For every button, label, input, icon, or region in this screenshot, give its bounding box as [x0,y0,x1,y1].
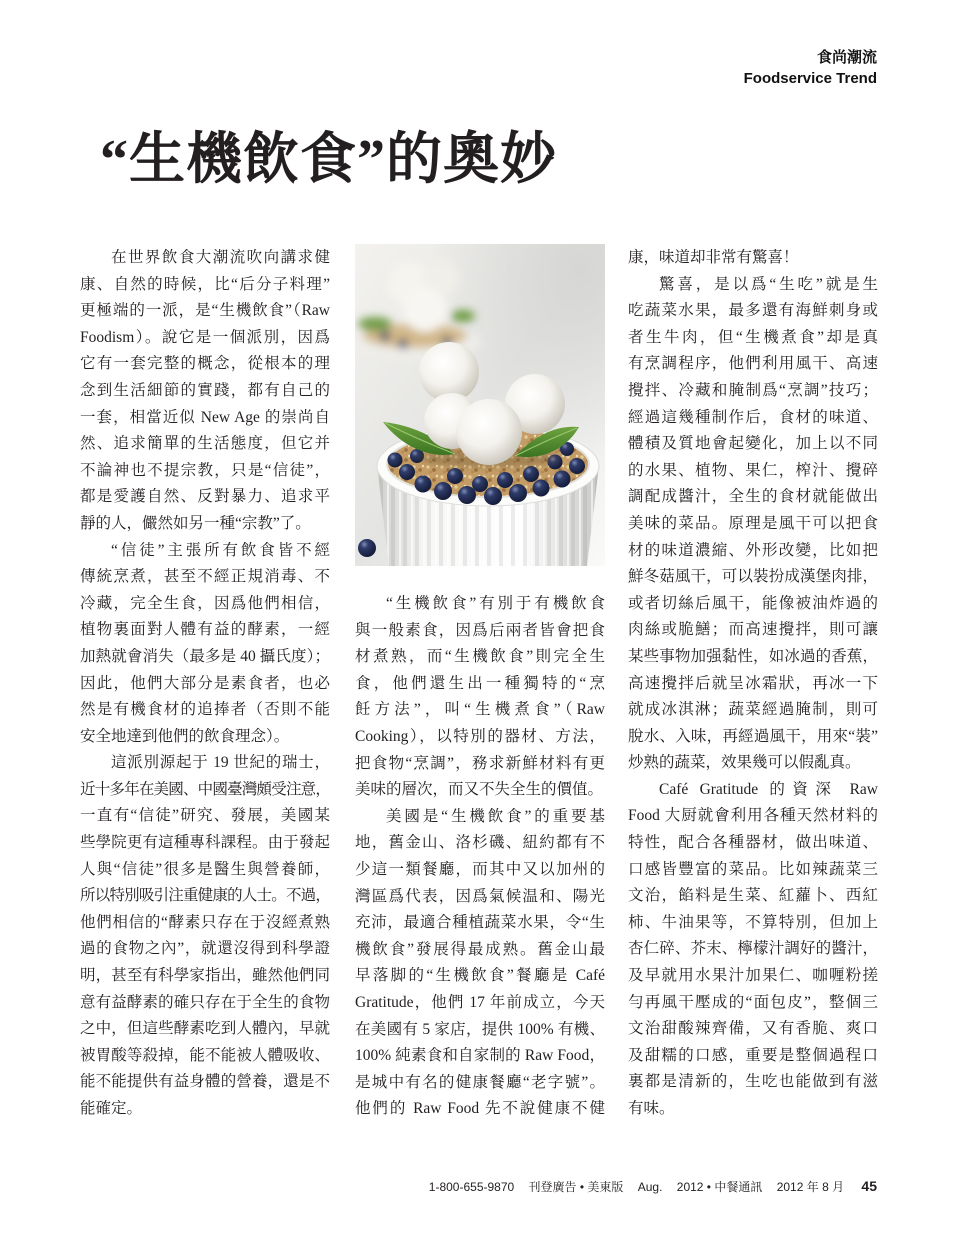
blueberry [458,486,476,504]
text-line: 意有益酵素的確只存在于全生的食物 [80,993,330,1011]
text-line: 早落脚的“生機飲食”餐廳是 Café [355,967,605,985]
text-line: 在美國有 5 家店，提供 100% 有機、 [355,1020,605,1038]
loose-blueberry [358,539,376,557]
text-line: 人與“信徒”很多是醫生與營養師， [80,860,330,878]
footer-publication: 2012 • 中餐通訊 [676,1180,763,1194]
text-line: 被胃酸等殺掉，能不能被人體吸收、 [80,1046,330,1064]
blueberry [388,453,403,468]
blueberry [523,466,539,482]
text-line: 這派別源起于 19 世紀的瑞士， [111,754,330,772]
text-line: 有味。 [628,1100,675,1117]
text-line: 某些事物加强黏性，如冰過的香蕉， [628,647,878,665]
text-line: 者生牛肉，但“生機煮食”却是真 [628,328,878,346]
text-line: 安全地達到他們的飲食理念）。 [80,727,290,745]
blueberry [472,476,488,492]
text-line: 在世界飲食大潮流吹向講求健 [111,249,330,266]
paragraph [628,777,878,1123]
text-line: 充沛，最適合種植蔬菜水果，令“生 [355,914,605,932]
text-line: 他們的 Raw Food 先不說健康不健 [355,1100,605,1118]
text-line: 的水果、植物、果仁，榨汁、攪碎 [628,461,878,479]
text-line: 經過這幾種制作后，食材的味道、 [628,408,878,426]
text-line: 就成冰淇淋；蔬菜經過腌制，則可 [628,701,878,719]
blueberry [554,471,571,488]
page-number: 45 [861,1178,877,1194]
blueberry [415,476,432,493]
text-line: 他們相信的“酵素只存在于沒經煮熟 [80,913,330,931]
background-blueberry [398,339,408,349]
text-line: 吃蔬菜水果，最多還有海鮮刺身或 [628,302,878,320]
paragraph [80,750,330,1122]
text-line: 能確定。 [80,1100,143,1117]
article-column-1 [80,245,330,1123]
text-line: 之中，但這些酵素吃到人體內，早就 [80,1020,330,1038]
text-line: 念到生活細節的實踐，都有自己的 [80,381,330,399]
text-line: 不論神也不提宗教，只是“信徒”， [80,461,330,479]
text-line: 材的味道濃縮、外形改變，比如把 [628,541,878,559]
blueberry [399,464,415,480]
text-line: 機飲食”發展得最成熟。舊金山最 [355,940,605,958]
text-line: 調配成醬汁，全生的食材就能做出 [628,488,878,506]
section-header [744,47,877,89]
text-line: 能不能提供有益身體的營養，還是不 [80,1073,330,1091]
text-line: 體積及質地會起變化，加上以不同 [628,435,878,453]
blueberry [509,484,527,502]
text-line: 加熱就會消失（最多是 40 攝氏度）； [80,647,330,665]
footer-phone: 1-800-655-9870 [428,1180,515,1194]
meringue-ball [419,342,479,402]
page-footer [429,1176,877,1196]
text-line: 些學院更有這種專科課程。由于發起 [80,834,330,852]
text-line: 文治，餡料是生菜、紅蘿卜、西紅 [628,887,878,905]
text-line: 文治甜酸辣齊備，又有香脆、爽口 [628,1020,878,1038]
text-line: 冷藏，完全生食，因爲他們相信， [80,594,330,612]
text-line: 炒熟的蔬菜，效果幾可以假亂真。 [628,754,861,772]
text-line: 或者切絲后風干，能像被油炸過的 [628,594,878,612]
background-mint-leaf [451,310,475,322]
text-line: 高速攪拌后就呈冰霜狀，再冰一下 [628,674,878,692]
paragraph [80,538,330,751]
text-line: 靜的人，儼然如另一種“宗教”了。 [80,514,311,532]
text-line: 是城中有名的健康餐廳“老字號”。 [355,1073,605,1091]
text-line: 然是有機食材的追捧者（否則不能 [80,701,330,719]
text-line: 驚喜，是以爲“生吃”就是生 [659,275,878,293]
text-line: 少這一類餐廳，而其中又以加州的 [355,860,605,878]
text-line: 然、追求簡單的生活態度，但它并 [80,435,330,453]
text-line: Foodism）。說它是一個派別，因爲 [80,328,330,346]
text-line: 一直有“信徒”研究、發展，美國某 [80,807,330,825]
paragraph [628,272,878,777]
text-line: Cooking），以特別的器材、方法， [355,727,605,745]
text-line: 所以特別吸引注重健康的人士。不過， [80,887,330,905]
text-line: 美味的層次，而又不失全生的價值。 [355,781,604,799]
text-line: 杏仁碎、芥末、檸檬汁調好的醬汁， [628,940,878,958]
paragraph [355,804,605,1123]
text-line: 攪拌、冷藏和腌制爲“烹調”技巧； [628,381,878,399]
dessert-photo [355,244,605,566]
text-line: 一套，相當近似 New Age 的崇尚自 [80,408,330,426]
footer-ad-edition: 刊登廣告 • 美東版 [528,1180,624,1194]
blueberry [497,472,513,488]
background-blueberry [380,331,390,341]
text-line: 鮮冬菇風干，可以裝扮成漢堡肉排， [628,568,878,586]
text-line: 脫水、入味，再經過風干，用來“裝” [628,727,878,745]
text-line: 及甜糯的口感，重要是整個過程口 [628,1046,878,1064]
text-line: 因此，他們大部分是素食者，也必 [80,674,330,692]
text-line: 有烹調程序，他們利用風干、高速 [628,355,878,373]
text-line: Café Gratitude 的資深 Raw [659,780,878,798]
meringue-ball [456,399,522,465]
text-line: 食，他們還生出一種獨特的“烹 [355,674,605,692]
article-column-2 [355,591,605,1123]
text-line: “生機飲食”有別于有機飲食 [386,595,605,612]
text-line: 康，味道却非常有驚喜！ [628,249,799,266]
blueberry [434,482,452,500]
text-line: 口感皆豐富的菜品。比如辣蔬菜三 [628,860,878,878]
text-line: 它有一套完整的概念，從根本的理 [80,355,330,373]
text-line: 灣區爲代表，因爲氣候温和、陽光 [355,887,605,905]
text-line: 近十多年在美國、中國臺灣頗受注意， [80,780,330,798]
text-line: 地，舊金山、洛杉磯、紐約都有不 [355,834,605,852]
text-line: Food 大厨就會利用各種天然材料的 [628,807,878,825]
article-title: “生機飲食”的奧妙 [100,129,557,191]
text-line: 100% 純素食和自家制的 Raw Food， [355,1047,605,1065]
text-line: 及早就用水果汁加果仁、咖喱粉搓 [628,967,878,985]
section-title-en: Foodservice Trend [743,70,877,87]
text-line: 植物裏面對人體有益的酵素，一經 [80,621,330,639]
blueberry [447,468,463,484]
text-line: Gratitude，他們 17 年前成立，今天 [355,993,605,1011]
text-line: “信徒”主張所有飲食皆不經 [111,541,330,559]
text-line: 都是愛護自然、反對暴力、追求平 [80,488,330,506]
text-line: 特性，配合各種器材，做出味道、 [628,834,878,852]
text-line: 肉絲或脆鱔；而高速攪拌，則可讓 [628,621,878,639]
text-line: 美味的菜品。原理是風干可以把食 [628,514,878,532]
blueberry [569,458,585,474]
blueberry [484,487,502,505]
article-column-3 [628,245,878,1123]
text-line: 把食物“烹調”，務求新鮮材料有更 [355,754,605,772]
text-line: 裏都是清新的，生吃也能做到有滋 [628,1073,878,1091]
footer-month: Aug. [637,1180,663,1194]
background-mint-leaf [358,317,392,331]
footer-date: 2012 年 8 月 [776,1180,845,1194]
text-line: 飪方法”，叫“生機煮食”（Raw [355,701,605,719]
text-line: 明，甚至有科學家指出，雖然他們同 [80,967,330,985]
text-line: 美國是“生機飲食”的重要基 [386,807,605,825]
text-line: 更極端的一派，是“生機飲食”（Raw [80,302,330,320]
text-line: 與一般素食，因爲后兩者皆會把食 [355,621,605,639]
text-line: 材煮熟，而“生機飲食”則完全生 [355,648,605,666]
text-line: 過的食物之內”，就還沒得到科學證 [80,940,330,958]
text-line: 康、自然的時候，比“后分子料理” [80,275,330,293]
paragraph [80,245,330,538]
background-meringue [403,288,447,332]
paragraph [355,591,605,804]
text-line: 勻再風干壓成的“面包皮”，整個三 [628,993,878,1011]
section-title-zh: 食尚潮流 [816,49,877,66]
blueberry [533,480,550,497]
text-line: 柿、牛油果等，不算特別，但加上 [628,913,878,931]
text-line: 傳統烹煮，甚至不經正規消毒、不 [80,568,330,586]
paragraph [628,245,878,272]
